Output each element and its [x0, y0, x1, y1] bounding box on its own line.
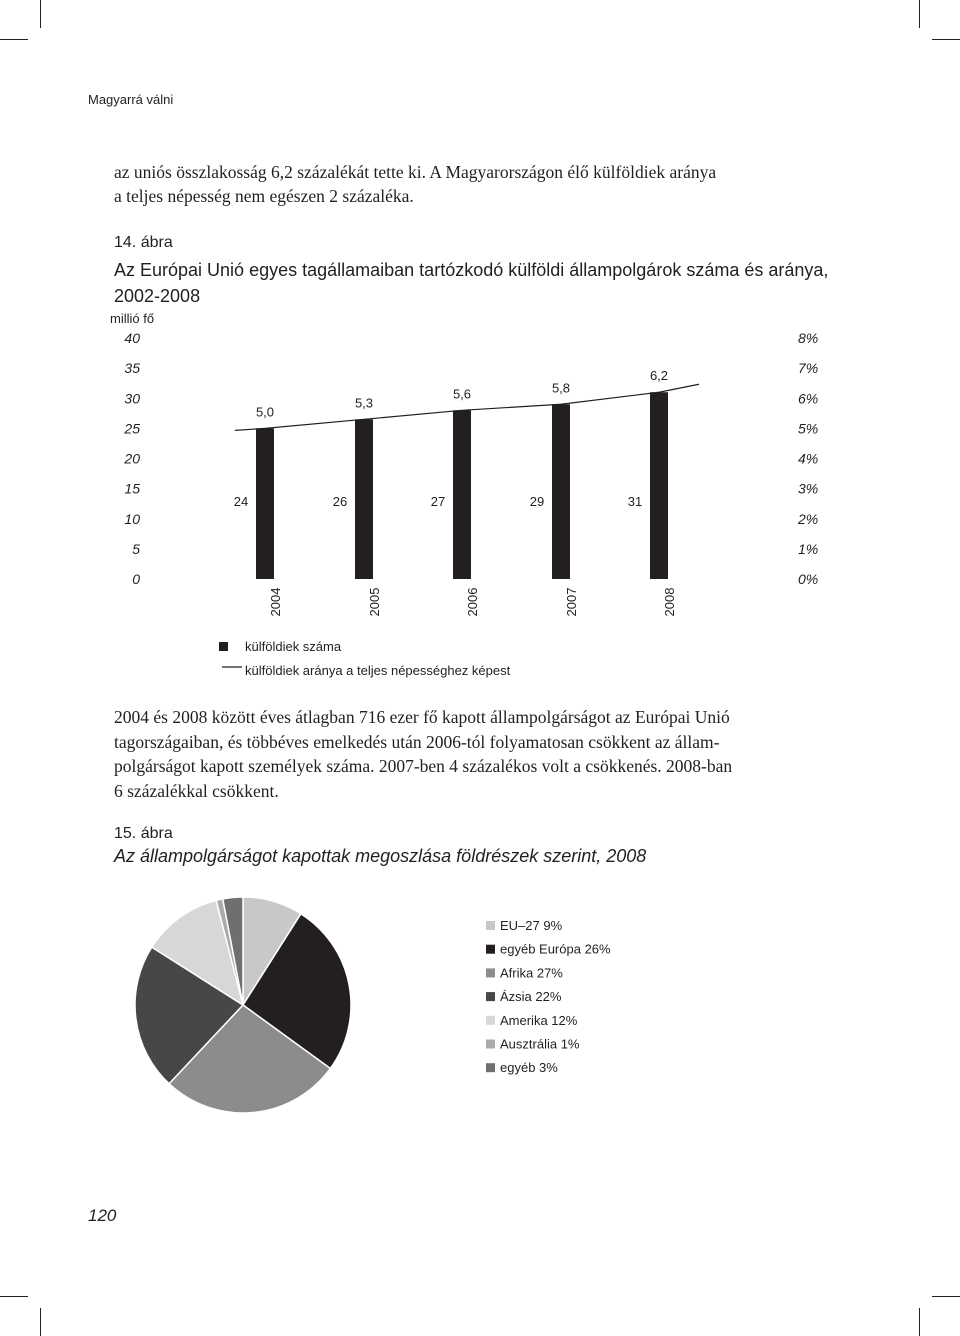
left-tick-label: 25: [124, 420, 140, 437]
pie-legend-swatch: [486, 1063, 495, 1072]
pie-slices: [135, 897, 351, 1113]
body-paragraph: [114, 705, 830, 803]
x-tick-label: 2007: [564, 587, 579, 617]
crop-mark-bottom-right: [919, 1308, 920, 1336]
right-tick-label: 6%: [798, 390, 819, 407]
legend-bar-swatch: [219, 642, 228, 651]
body-line: polgárságot kapott személyek száma. 2007-ben 4 százalékos volt a csökkenés. 2008-ban: [114, 756, 733, 776]
pie-legend-swatch: [486, 992, 495, 1001]
bar-value-label: 31: [627, 494, 643, 509]
legend-line-label: külföldiek aránya a teljes népességhez képest: [245, 663, 511, 678]
ratio-value-label: 5,0: [255, 404, 275, 420]
right-tick-label: 8%: [798, 330, 819, 346]
figure-15-title: Az állampolgárságot kapottak megoszlása földrészek szerint, 2008: [114, 846, 647, 866]
legend: [219, 639, 511, 678]
y-axis-label: millió fő: [110, 311, 155, 326]
right-tick-label: 7%: [798, 360, 819, 377]
right-tick-label: 4%: [798, 450, 819, 467]
x-tick-label: 2005: [367, 587, 382, 617]
figure-15-number: 15. ábra: [114, 825, 173, 842]
figure-15-pie-chart: [0, 880, 960, 1140]
crop-mark-bottom-right-h: [932, 1296, 960, 1297]
intro-paragraph: [114, 160, 834, 208]
crop-mark-top-right-h: [932, 39, 960, 40]
bar: [256, 428, 274, 579]
pie-legend-swatch: [486, 968, 495, 977]
left-tick-label: 0: [132, 571, 140, 587]
crop-mark-top-right: [919, 0, 920, 28]
figure-14-chart: [0, 300, 960, 700]
pie-legend-label: egyéb Európa 26%: [500, 941, 611, 957]
right-tick-label: 3%: [798, 480, 819, 497]
crop-mark-bottom-left: [40, 1308, 41, 1336]
left-tick-label: 5: [132, 540, 140, 557]
left-axis-ticks: [123, 330, 140, 587]
pie-legend-label: Ázsia 22%: [500, 989, 562, 1005]
figure-14-title: Az Európai Unió egyes tagállamaiban tartózkodó külföldi állampolgárok száma és aránya, 2002-2008: [114, 260, 829, 306]
bar-value-label: 26: [332, 494, 348, 509]
bar-value-label: 27: [430, 494, 446, 509]
figure-14-number: 14. ábra: [114, 234, 173, 251]
ratio-value-label: 5,6: [452, 386, 472, 402]
crop-mark-top-left-h: [0, 39, 28, 40]
legend-bar-label: külföldiek száma: [245, 639, 342, 654]
left-tick-label: 35: [124, 360, 140, 377]
intro-line: a teljes népesség nem egészen 2 százaléka.: [114, 186, 414, 206]
x-tick-label: 2008: [662, 587, 677, 617]
bars: [256, 392, 668, 579]
pie-legend-swatch: [486, 1016, 495, 1025]
right-tick-label: 5%: [798, 420, 819, 437]
left-tick-label: 30: [124, 390, 140, 407]
running-header: Magyarrá válni: [88, 92, 174, 107]
pie-legend-label: Amerika 12%: [500, 1012, 578, 1028]
pie-legend: [486, 918, 611, 1075]
right-tick-label: 2%: [798, 510, 819, 527]
x-tick-label: 2004: [268, 587, 283, 617]
ratio-value-label: 5,8: [551, 380, 571, 396]
pie-legend-swatch: [486, 945, 495, 954]
left-tick-label: 10: [124, 510, 140, 527]
right-tick-label: 1%: [798, 540, 819, 557]
pie-legend-swatch: [486, 921, 495, 930]
right-tick-label: 0%: [798, 571, 819, 587]
pie-legend-label: EU–27 9%: [500, 918, 563, 933]
bar: [552, 404, 570, 579]
body-line: tagországaiban, és többéves emelkedés után 2006-tól folyamatosan csökkent az állam-: [114, 731, 720, 752]
intro-line: az uniós összlakosság 6,2 százalékát tette ki. A Magyarországon élő külföldiek aránya: [114, 162, 717, 182]
data-labels: [234, 368, 668, 509]
left-tick-label: 15: [124, 480, 140, 497]
x-tick-label: 2006: [465, 587, 480, 617]
bar: [650, 392, 668, 579]
bar: [355, 419, 373, 579]
pie-legend-label: egyéb 3%: [500, 1060, 558, 1076]
ratio-value-label: 5,3: [354, 395, 374, 411]
body-line: 2004 és 2008 között éves átlagban 716 ezer fő kapott állampolgárságot az Európai Unió: [114, 707, 730, 727]
bar-value-label: 24: [233, 494, 249, 509]
right-axis-ticks: [797, 330, 818, 587]
body-line: 6 százalékkal csökkent.: [114, 780, 279, 801]
left-tick-label: 40: [124, 330, 140, 346]
pie-legend-label: Afrika 27%: [500, 965, 563, 981]
bar-value-label: 29: [529, 494, 545, 509]
crop-mark-bottom-left-h: [0, 1296, 28, 1297]
page-number: 120: [88, 1206, 117, 1225]
pie-legend-label: Ausztrália 1%: [500, 1036, 580, 1052]
crop-mark-top-left: [40, 0, 41, 28]
left-tick-label: 20: [124, 450, 140, 467]
ratio-value-label: 6,2: [649, 368, 669, 384]
pie-legend-swatch: [486, 1040, 495, 1049]
x-axis-ticks: [268, 588, 677, 617]
bar: [453, 410, 471, 579]
